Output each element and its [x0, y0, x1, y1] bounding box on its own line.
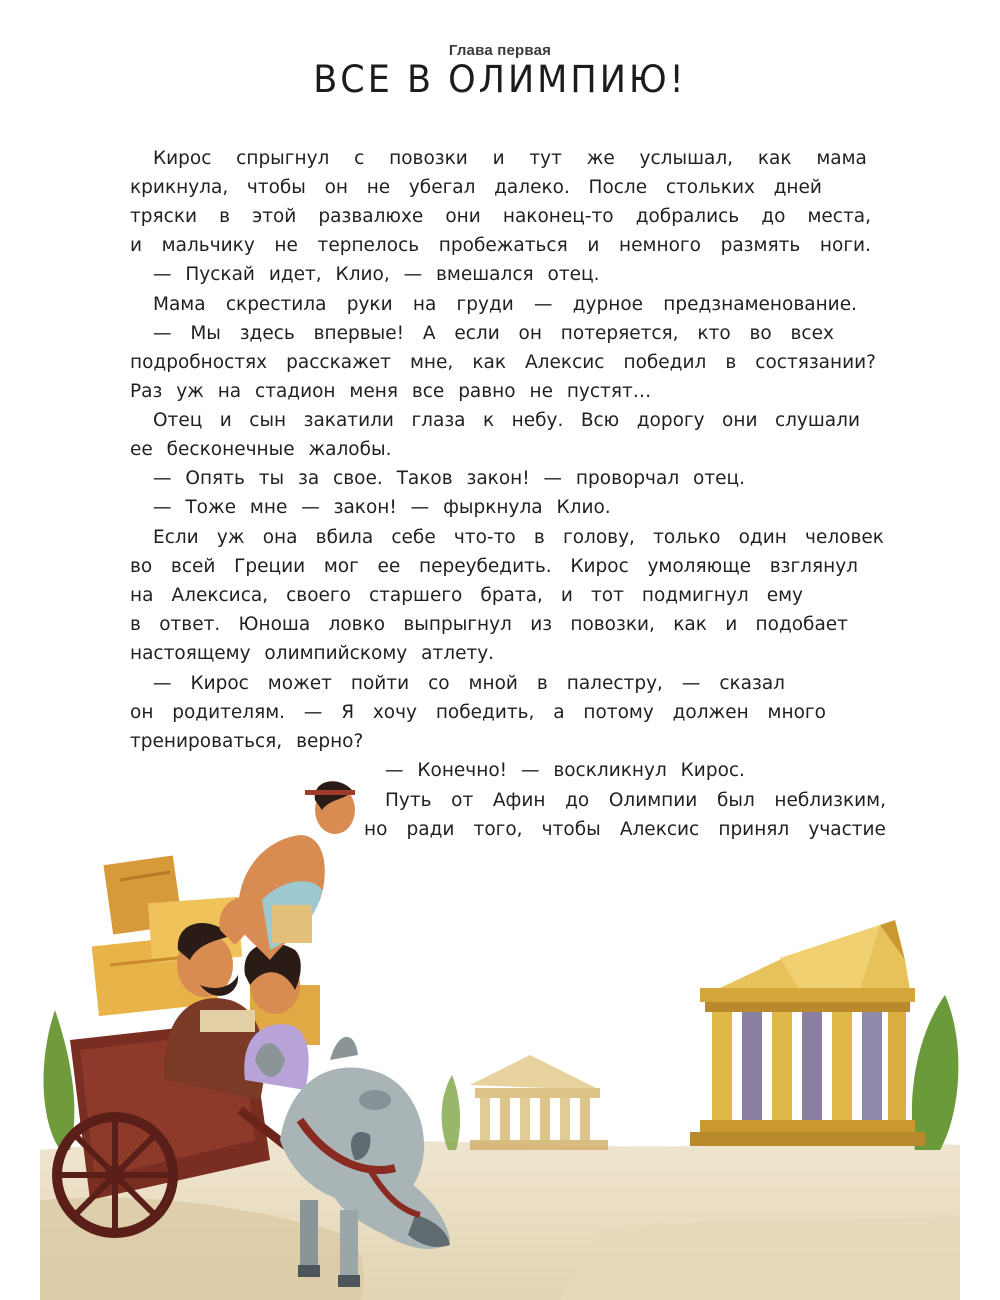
word: только	[653, 527, 721, 548]
cypress-tree-icon	[912, 995, 959, 1150]
word: дней	[773, 177, 822, 198]
word: тут	[529, 148, 562, 169]
word: но	[364, 819, 388, 840]
text-line: настоящему олимпийскому атлету.	[130, 643, 495, 664]
text-line	[385, 786, 886, 815]
word: того,	[473, 819, 523, 840]
word: умоляюще	[647, 556, 752, 577]
text-line	[153, 144, 867, 173]
word: они	[445, 206, 481, 227]
text-line	[130, 231, 871, 260]
word: пойти	[350, 673, 410, 694]
word: палестру,	[566, 673, 663, 694]
word: как	[757, 148, 792, 169]
word: ему	[766, 585, 803, 606]
word: состязании?	[755, 352, 876, 373]
word: сказал	[719, 673, 785, 694]
word: здесь	[239, 323, 295, 344]
word: места,	[807, 206, 871, 227]
text-line	[364, 815, 886, 844]
word: Афин	[492, 790, 546, 811]
cypress-tree-icon	[442, 1075, 460, 1150]
word: может	[267, 673, 332, 694]
word: из	[530, 614, 553, 635]
word: глаза	[411, 410, 466, 431]
cypress-tree-icon	[44, 1010, 75, 1150]
word: наконец-то	[502, 206, 614, 227]
word: в	[536, 673, 548, 694]
word: Олимпии	[608, 790, 698, 811]
text-line: — Пускай идет, Клио, — вмешался отец.	[153, 264, 600, 285]
word: далеко.	[494, 177, 570, 198]
text-line: Раз уж на стадион меня все равно не пустят…	[130, 381, 652, 402]
word: до	[761, 206, 786, 227]
word: и	[130, 235, 143, 256]
word: развалюхе	[318, 206, 424, 227]
word: всей	[170, 556, 216, 577]
far-temple	[470, 1055, 608, 1150]
word: мне,	[409, 352, 454, 373]
word: Алексиса,	[171, 585, 269, 606]
word: во	[749, 323, 772, 344]
alexis-figure	[219, 781, 355, 960]
word: этой	[252, 206, 297, 227]
word: с	[354, 148, 365, 169]
word: Кирос	[190, 673, 249, 694]
word: Алексис	[525, 352, 605, 373]
text-line	[130, 202, 871, 231]
word: в	[533, 527, 545, 548]
word: должен	[672, 702, 749, 723]
text-line	[130, 698, 826, 727]
word: груди	[456, 294, 514, 315]
word: Кирос	[570, 556, 629, 577]
word: мальчику	[161, 235, 255, 256]
word: брата,	[480, 585, 543, 606]
word: тряски	[130, 206, 198, 227]
word: размять	[720, 235, 801, 256]
word: —	[534, 294, 553, 315]
word: подобает	[755, 614, 848, 635]
text-line	[153, 406, 860, 435]
word: и	[492, 148, 505, 169]
word: в	[219, 206, 230, 227]
word: впервые!	[313, 323, 405, 344]
word: стольких	[665, 177, 755, 198]
word: ради	[406, 819, 455, 840]
text-line	[130, 610, 848, 639]
word: услышал,	[639, 148, 734, 169]
word: немного	[619, 235, 701, 256]
word: добрались	[635, 206, 740, 227]
word: она	[262, 527, 298, 548]
word: а	[553, 702, 565, 723]
chapter-label: Глава первая	[448, 42, 552, 59]
word: Путь	[385, 790, 432, 811]
word: и	[725, 614, 738, 635]
word: они	[722, 410, 758, 431]
ground-shadow	[560, 1215, 960, 1300]
word: и	[560, 585, 573, 606]
word: в	[130, 614, 141, 635]
word: мог	[323, 556, 359, 577]
word: кто	[697, 323, 731, 344]
word: он	[324, 177, 349, 198]
word: со	[428, 673, 450, 694]
word: не	[274, 235, 298, 256]
word: Алексис	[619, 819, 700, 840]
word: пробежаться	[438, 235, 568, 256]
word: Если	[153, 527, 199, 548]
word: подробностях	[130, 352, 268, 373]
word: старшего	[368, 585, 463, 606]
word: ловко	[328, 614, 386, 635]
word: участие	[808, 819, 886, 840]
word: руки	[346, 294, 393, 315]
word: Греции	[234, 556, 306, 577]
word: человек	[805, 527, 884, 548]
text-line	[130, 581, 803, 610]
word: как	[472, 352, 506, 373]
text-line	[130, 173, 822, 202]
word: голову,	[562, 527, 635, 548]
word: скрестила	[225, 294, 327, 315]
word: один	[738, 527, 787, 548]
text-line	[153, 319, 834, 348]
word: много	[767, 702, 826, 723]
word: А	[422, 323, 436, 344]
word: убегал	[408, 177, 476, 198]
word: до	[565, 790, 590, 811]
word: победил	[623, 352, 707, 373]
word: —	[681, 673, 701, 694]
word: Кирос	[153, 148, 212, 169]
word: терпелось	[317, 235, 420, 256]
word: что-то	[453, 527, 516, 548]
main-temple	[690, 920, 925, 1146]
word: и	[219, 410, 232, 431]
word: выпрыгнул	[403, 614, 512, 635]
text-line	[153, 669, 785, 698]
word: уж	[216, 527, 245, 548]
word: на	[412, 294, 437, 315]
word: чтобы	[541, 819, 601, 840]
word: был	[716, 790, 755, 811]
word: ноги.	[819, 235, 871, 256]
word: же	[586, 148, 615, 169]
word: Я	[341, 702, 355, 723]
word: дурное	[572, 294, 644, 315]
word: себе	[391, 527, 436, 548]
word: взглянул	[769, 556, 858, 577]
word: повозки,	[570, 614, 655, 635]
word: всех	[790, 323, 834, 344]
word: Всю	[580, 410, 620, 431]
word: подмигнул	[641, 585, 749, 606]
word: Отец	[153, 410, 203, 431]
word: от	[451, 790, 474, 811]
word: сын	[249, 410, 287, 431]
word: не	[366, 177, 391, 198]
word: и	[587, 235, 600, 256]
text-line: — Конечно! — воскликнул Кирос.	[385, 760, 745, 781]
word: во	[130, 556, 153, 577]
text-line	[130, 348, 876, 377]
word: на	[130, 585, 154, 606]
word: как	[673, 614, 707, 635]
word: в	[725, 352, 737, 373]
word: —	[153, 673, 172, 694]
word: Мы	[190, 323, 221, 344]
text-line: ее бесконечные жалобы.	[130, 439, 392, 460]
word: если	[454, 323, 500, 344]
word: тот	[590, 585, 624, 606]
text-line: — Опять ты за свое. Таков закон! — проворчал отец.	[153, 468, 745, 489]
text-line	[153, 290, 857, 319]
word: крикнула,	[130, 177, 229, 198]
word: победить,	[435, 702, 535, 723]
word: потому	[583, 702, 654, 723]
word: Юноша	[238, 614, 311, 635]
word: принял	[718, 819, 790, 840]
word: расскажет	[286, 352, 391, 373]
word: потеряется,	[560, 323, 679, 344]
word: —	[153, 323, 172, 344]
word: чтобы	[246, 177, 306, 198]
word: ее	[377, 556, 401, 577]
text-line: тренироваться, верно?	[130, 731, 364, 752]
word: неблизким,	[774, 790, 886, 811]
text-line	[153, 523, 884, 552]
word: вбила	[315, 527, 374, 548]
word: слушали	[774, 410, 860, 431]
word: спрыгнул	[236, 148, 330, 169]
chapter-title: ВСЕ В ОЛИМПИЮ!	[313, 58, 687, 102]
word: к	[482, 410, 495, 431]
word: После	[588, 177, 648, 198]
word: закатили	[303, 410, 394, 431]
word: он	[518, 323, 542, 344]
word: родителям.	[172, 702, 286, 723]
text-line: — Тоже мне — закон! — фыркнула Клио.	[153, 497, 611, 518]
word: небу.	[511, 410, 564, 431]
word: дорогу	[636, 410, 705, 431]
word: предзнаменование.	[663, 294, 857, 315]
word: повозки	[389, 148, 468, 169]
word: —	[303, 702, 323, 723]
word: мама	[816, 148, 867, 169]
word: Мама	[153, 294, 206, 315]
word: хочу	[372, 702, 418, 723]
text-line	[130, 552, 858, 581]
word: переубедить.	[418, 556, 552, 577]
word: он	[130, 702, 154, 723]
word: мной	[468, 673, 518, 694]
word: своего	[286, 585, 351, 606]
word: ответ.	[159, 614, 221, 635]
